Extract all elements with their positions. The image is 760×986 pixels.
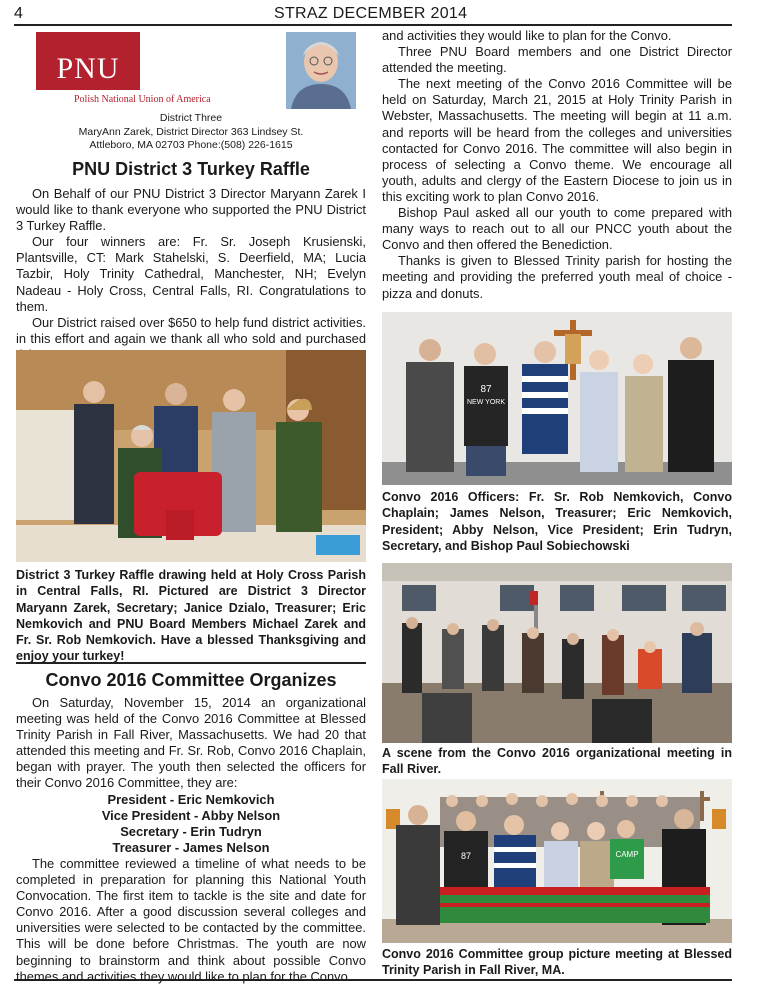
convo-intro: On Saturday, November 15, 2014 an organizational meeting was held of the Convo 2016 Committee at Blessed Trinity Parish in Fall River, Massachusetts. We had 20 that attended this meeting and Fr. Sr. Rob, Convo 2016 Chaplain, began with prayer. The youth then selected the officers for their Convo 2016 Committee, they are:	[16, 695, 366, 791]
officers-photo	[382, 312, 732, 485]
officers-photo-caption: Convo 2016 Officers: Fr. Sr. Rob Nemkovich, Convo Chaplain; James Nelson, Treasurer; Eric Nemkovich, President; Abby Nelson, Vice President; Erin Tudryn, Secretary, and Bishop Paul Sobiechowski	[382, 490, 732, 553]
page-header	[14, 5, 730, 25]
officer-secretary: Secretary - Erin Tudryn	[120, 823, 262, 839]
district-address-line1: MaryAnn Zarek, District Director 363 Lindsey St.	[78, 126, 304, 138]
convo-paragraph: Thanks is given to Blessed Trinity parish for hosting the meeting and providing the preferred youth meal of choice - pizza and donuts.	[382, 253, 732, 301]
convo-paragraph: Three PNU Board members and one District Director attended the meeting.	[382, 44, 732, 76]
raffle-photo	[16, 350, 366, 562]
raffle-photo-caption: District 3 Turkey Raffle drawing held at Holy Cross Parish in Central Falls, RI. Pictured are District 3 Director Maryann Zarek, Secretary; Janice Dzialo, Treasurer; Eric Nemkovich and PNU Board Members Michael Zarek and Fr. Sr. Rob Nemkovich. Have a blessed Thanksgiving and enjoy your turkey!	[16, 568, 366, 664]
section-divider	[16, 662, 366, 664]
convo-continued-text: and activities they would like to plan for the Convo.	[382, 28, 672, 43]
group-photo	[382, 779, 732, 943]
officer-president: President - Eric Nemkovich	[107, 791, 275, 807]
header-rule	[14, 24, 732, 26]
raffle-headline: PNU District 3 Turkey Raffle	[72, 159, 310, 179]
district-address-line2: Attleboro, MA 02703 Phone:(508) 226-1615	[89, 139, 293, 151]
group-photo-caption: Convo 2016 Committee group picture meeting at Blessed Trinity Parish in Fall River, MA.	[382, 947, 732, 978]
convo-headline: Convo 2016 Committee Organizes	[45, 670, 337, 690]
shirt-print: NEW YORK	[467, 399, 505, 406]
shirt-print: 87	[460, 851, 472, 861]
raffle-article	[16, 159, 366, 363]
convo-paragraph: The next meeting of the Convo 2016 Committee will be held on Saturday, March 21, 2015 at Holy Trinity Parish in Webster, Massachusetts. The meeting will begin at 11 a.m. and reports will be heard from the colleges and universities contacted for Convo 2016. The committee will also begin in process of selecting a Convo theme. We encourage all youth, adults and clergy of the Eastern Diocese to join us in this exciting work to plan Convo 2016.	[382, 76, 732, 204]
raffle-paragraph: Our District raised over $650 to help fund district activities. in this effort and again we thank all who sold and purchased	[16, 314, 366, 346]
officer-vice-president: Vice President - Abby Nelson	[101, 807, 281, 823]
convo-paragraph: Bishop Paul asked all our youth to come prepared with many ways to reach out to all our PNCC youth about the Convo and then offered the Benediction.	[382, 205, 732, 253]
meeting-photo-caption: A scene from the Convo 2016 organizational meeting in Fall River.	[382, 746, 732, 777]
raffle-paragraph: On Behalf of our PNU District 3 Director Maryann Zarek I would like to thank everyone who supported the PNU District 3 Turkey Raffle.	[16, 186, 366, 234]
convo-article	[16, 670, 366, 984]
logo-name: Polish National Union of America	[74, 94, 211, 105]
publication-title: STRAZ DECEMBER 2014	[274, 5, 468, 22]
district-name: District Three	[159, 112, 223, 124]
director-portrait	[286, 32, 356, 109]
convo-timeline: The committee reviewed a timeline of what needs to be completed in preparation for planning this National Youth Convocation. The first item to tackle is the site and date for Convo 2016. After a good discussion several colleges and universities were selected to be contacted by the committee. This will be done before Christmas. The youth are now beginning to brainstorm and think about possible Convo themes and activities they would like to plan for the Convo.	[16, 855, 366, 984]
officer-treasurer: Treasurer - James Nelson	[112, 839, 270, 855]
raffle-paragraph: Our four winners are: Fr. Sr. Joseph Krusienski, Plantsville, CT: Mark Stahelski, S. Deerfield, MA; Lucia Tazbir, Holy Trinity Cathedral, Manchester, NH; Evelyn Nadeau - Holy Cross, Central Falls, RI. Congratulations to them.	[16, 234, 366, 314]
pnu-logo	[36, 32, 140, 90]
logo-abbr: PNU	[56, 52, 120, 85]
convo-continuation	[382, 28, 732, 302]
shirt-print: 87	[480, 384, 492, 395]
left-column	[16, 28, 366, 984]
meeting-photo	[382, 563, 732, 743]
page-number: 4	[14, 5, 23, 22]
shirt-print: CAMP	[615, 850, 639, 859]
right-column	[382, 28, 732, 978]
